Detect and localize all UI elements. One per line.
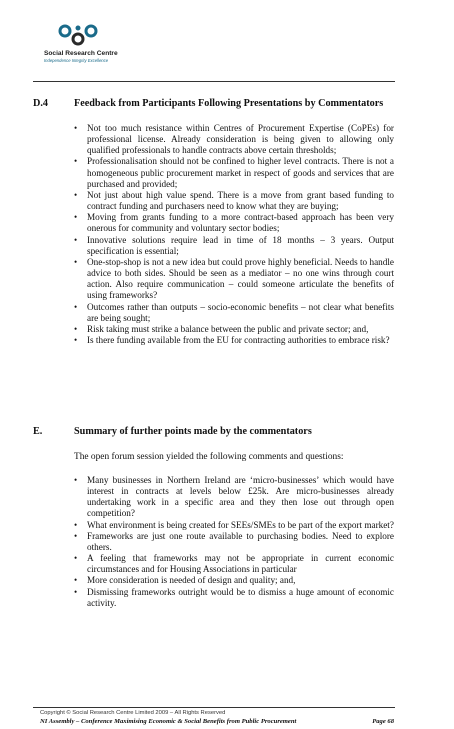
list-item: • Many businesses in Northern Ireland are ‘micro-businesses’ which would have interest in contracts at levels below £25k. Are micro-businesses already undertaking work in a specific area and they then lose out through open competition? (74, 475, 394, 520)
page-number: Page 68 (372, 718, 394, 725)
header-divider (33, 81, 395, 82)
list-item: • Outcomes rather than outputs – socio-economic benefits – not clear what benefits are being sought; (74, 302, 394, 324)
section-number: D.4 (33, 98, 48, 109)
list-item: • Not just about high value spend. There is a move from grant based funding to contract funding and purchasers need to know what they are buying; (74, 190, 394, 212)
list-item: • Frameworks are just one route available to purchasing bodies. Need to explore others. (74, 531, 394, 553)
copyright-notice: Copyright © Social Research Centre Limited 2009 – All Rights Reserved (40, 710, 226, 716)
section-e-heading (33, 426, 312, 437)
list-item: • More consideration is needed of design and quality; and, (74, 575, 394, 586)
document-title: NI Assembly – Conference Maximising Economic & Social Benefits from Public Procurement (40, 718, 297, 725)
section-title: Summary of further points made by the commentators (74, 426, 312, 437)
summary-list (74, 475, 394, 609)
logo-mark-icon (56, 24, 100, 48)
list-item: • Is there funding available from the EU for contracting authorities to embrace risk? (74, 335, 394, 346)
list-item: • One-stop-shop is not a new idea but could prove highly beneficial. Needs to handle advice to both sides. Should be seen as a mediator – no one wins through court action. Also require communication – could someone articulate the benefits of using frameworks? (74, 257, 394, 302)
list-item: • Not too much resistance within Centres of Procurement Expertise (CoPEs) for professional license. Already consideration is being given to allowing only qualified professionals to handle contracts above certain thresholds; (74, 123, 394, 156)
section-number: E. (33, 426, 43, 437)
footer-divider (33, 707, 395, 708)
footer-title-line (40, 718, 394, 725)
organisation-logo (44, 24, 118, 63)
list-item: • Dismissing frameworks outright would be to dismiss a huge amount of economic activity. (74, 587, 394, 609)
logo-name: Social Research Centre (44, 50, 118, 57)
list-item: • Risk taking must strike a balance between the public and private sector; and, (74, 324, 394, 335)
section-title: Feedback from Participants Following Presentations by Commentators (74, 98, 384, 109)
section-e-intro: The open forum session yielded the following comments and questions: (74, 452, 344, 462)
section-d-heading (33, 98, 383, 109)
list-item: • Innovative solutions require lead in time of 18 months – 3 years. Output specification is essential; (74, 235, 394, 257)
list-item: • Moving from grants funding to a more contract-based approach has been very onerous for community and voluntary sector bodies; (74, 212, 394, 234)
feedback-list (74, 123, 394, 346)
logo-tagline: Independence Integrity Excellence (44, 58, 109, 63)
list-item: • What environment is being created for SEEs/SMEs to be part of the export market? (74, 520, 394, 531)
list-item: • A feeling that frameworks may not be appropriate in current economic circumstances and for Housing Associations in particular (74, 553, 394, 575)
list-item: • Professionalisation should not be confined to higher level contracts. There is not a homogeneous public procurement market in respect of goods and services that are purchased and provided; (74, 156, 394, 189)
